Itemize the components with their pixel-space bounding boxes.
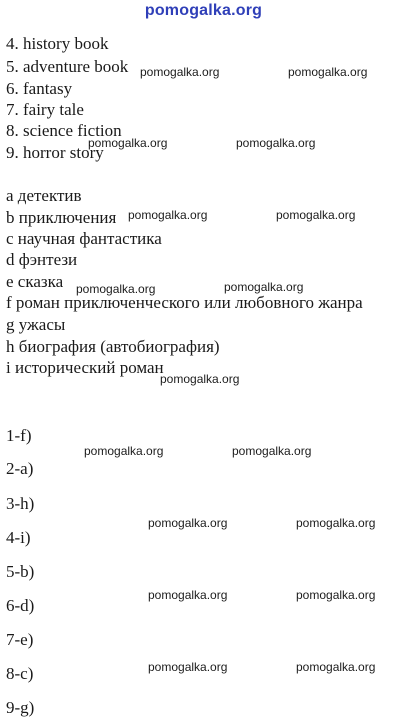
watermark: pomogalka.org xyxy=(288,65,368,79)
genre-item: a детектив xyxy=(6,186,82,205)
book-item: 4. history book xyxy=(6,34,109,53)
answer-item: 3-h) xyxy=(6,494,35,513)
book-item: 7. fairy tale xyxy=(6,100,84,119)
answer-item: 1-f) xyxy=(6,426,32,445)
book-item: 8. science fiction xyxy=(6,121,122,140)
watermark: pomogalka.org xyxy=(84,444,164,458)
answer-item: 6-d) xyxy=(6,596,35,615)
book-item: 6. fantasy xyxy=(6,79,73,98)
watermark: pomogalka.org xyxy=(88,136,168,150)
answer-item: 2-a) xyxy=(6,459,34,478)
genre-item: c научная фантастика xyxy=(6,229,162,248)
watermark: pomogalka.org xyxy=(148,516,228,530)
book-item: 9. horror story xyxy=(6,143,104,162)
watermark: pomogalka.org xyxy=(76,282,156,296)
genre-item: e сказка xyxy=(6,272,64,291)
watermark: pomogalka.org xyxy=(236,136,316,150)
site-header: pomogalka.org xyxy=(144,2,263,19)
watermark: pomogalka.org xyxy=(296,660,376,674)
book-item: 5. adventure book xyxy=(6,57,129,76)
answer-item: 8-c) xyxy=(6,664,34,683)
watermark: pomogalka.org xyxy=(296,516,376,530)
watermark: pomogalka.org xyxy=(148,660,228,674)
watermark: pomogalka.org xyxy=(232,444,312,458)
genre-item: b приключения xyxy=(6,208,117,227)
answer-item: 9-g) xyxy=(6,698,35,717)
genre-item: i исторический роман xyxy=(6,358,164,377)
watermark: pomogalka.org xyxy=(160,372,240,386)
answer-item: 7-e) xyxy=(6,630,34,649)
genre-item: d фэнтези xyxy=(6,250,78,269)
answer-item: 5-b) xyxy=(6,562,35,581)
watermark: pomogalka.org xyxy=(296,588,376,602)
watermark: pomogalka.org xyxy=(224,280,304,294)
answer-item: 4-i) xyxy=(6,528,31,547)
watermark: pomogalka.org xyxy=(276,208,356,222)
watermark: pomogalka.org xyxy=(148,588,228,602)
watermark: pomogalka.org xyxy=(128,208,208,222)
genre-item: f роман приключенческого или любовного жанра xyxy=(6,293,363,312)
genre-item: g ужасы xyxy=(6,315,66,334)
genre-item: h биография (автобиография) xyxy=(6,337,220,356)
watermark: pomogalka.org xyxy=(140,65,220,79)
